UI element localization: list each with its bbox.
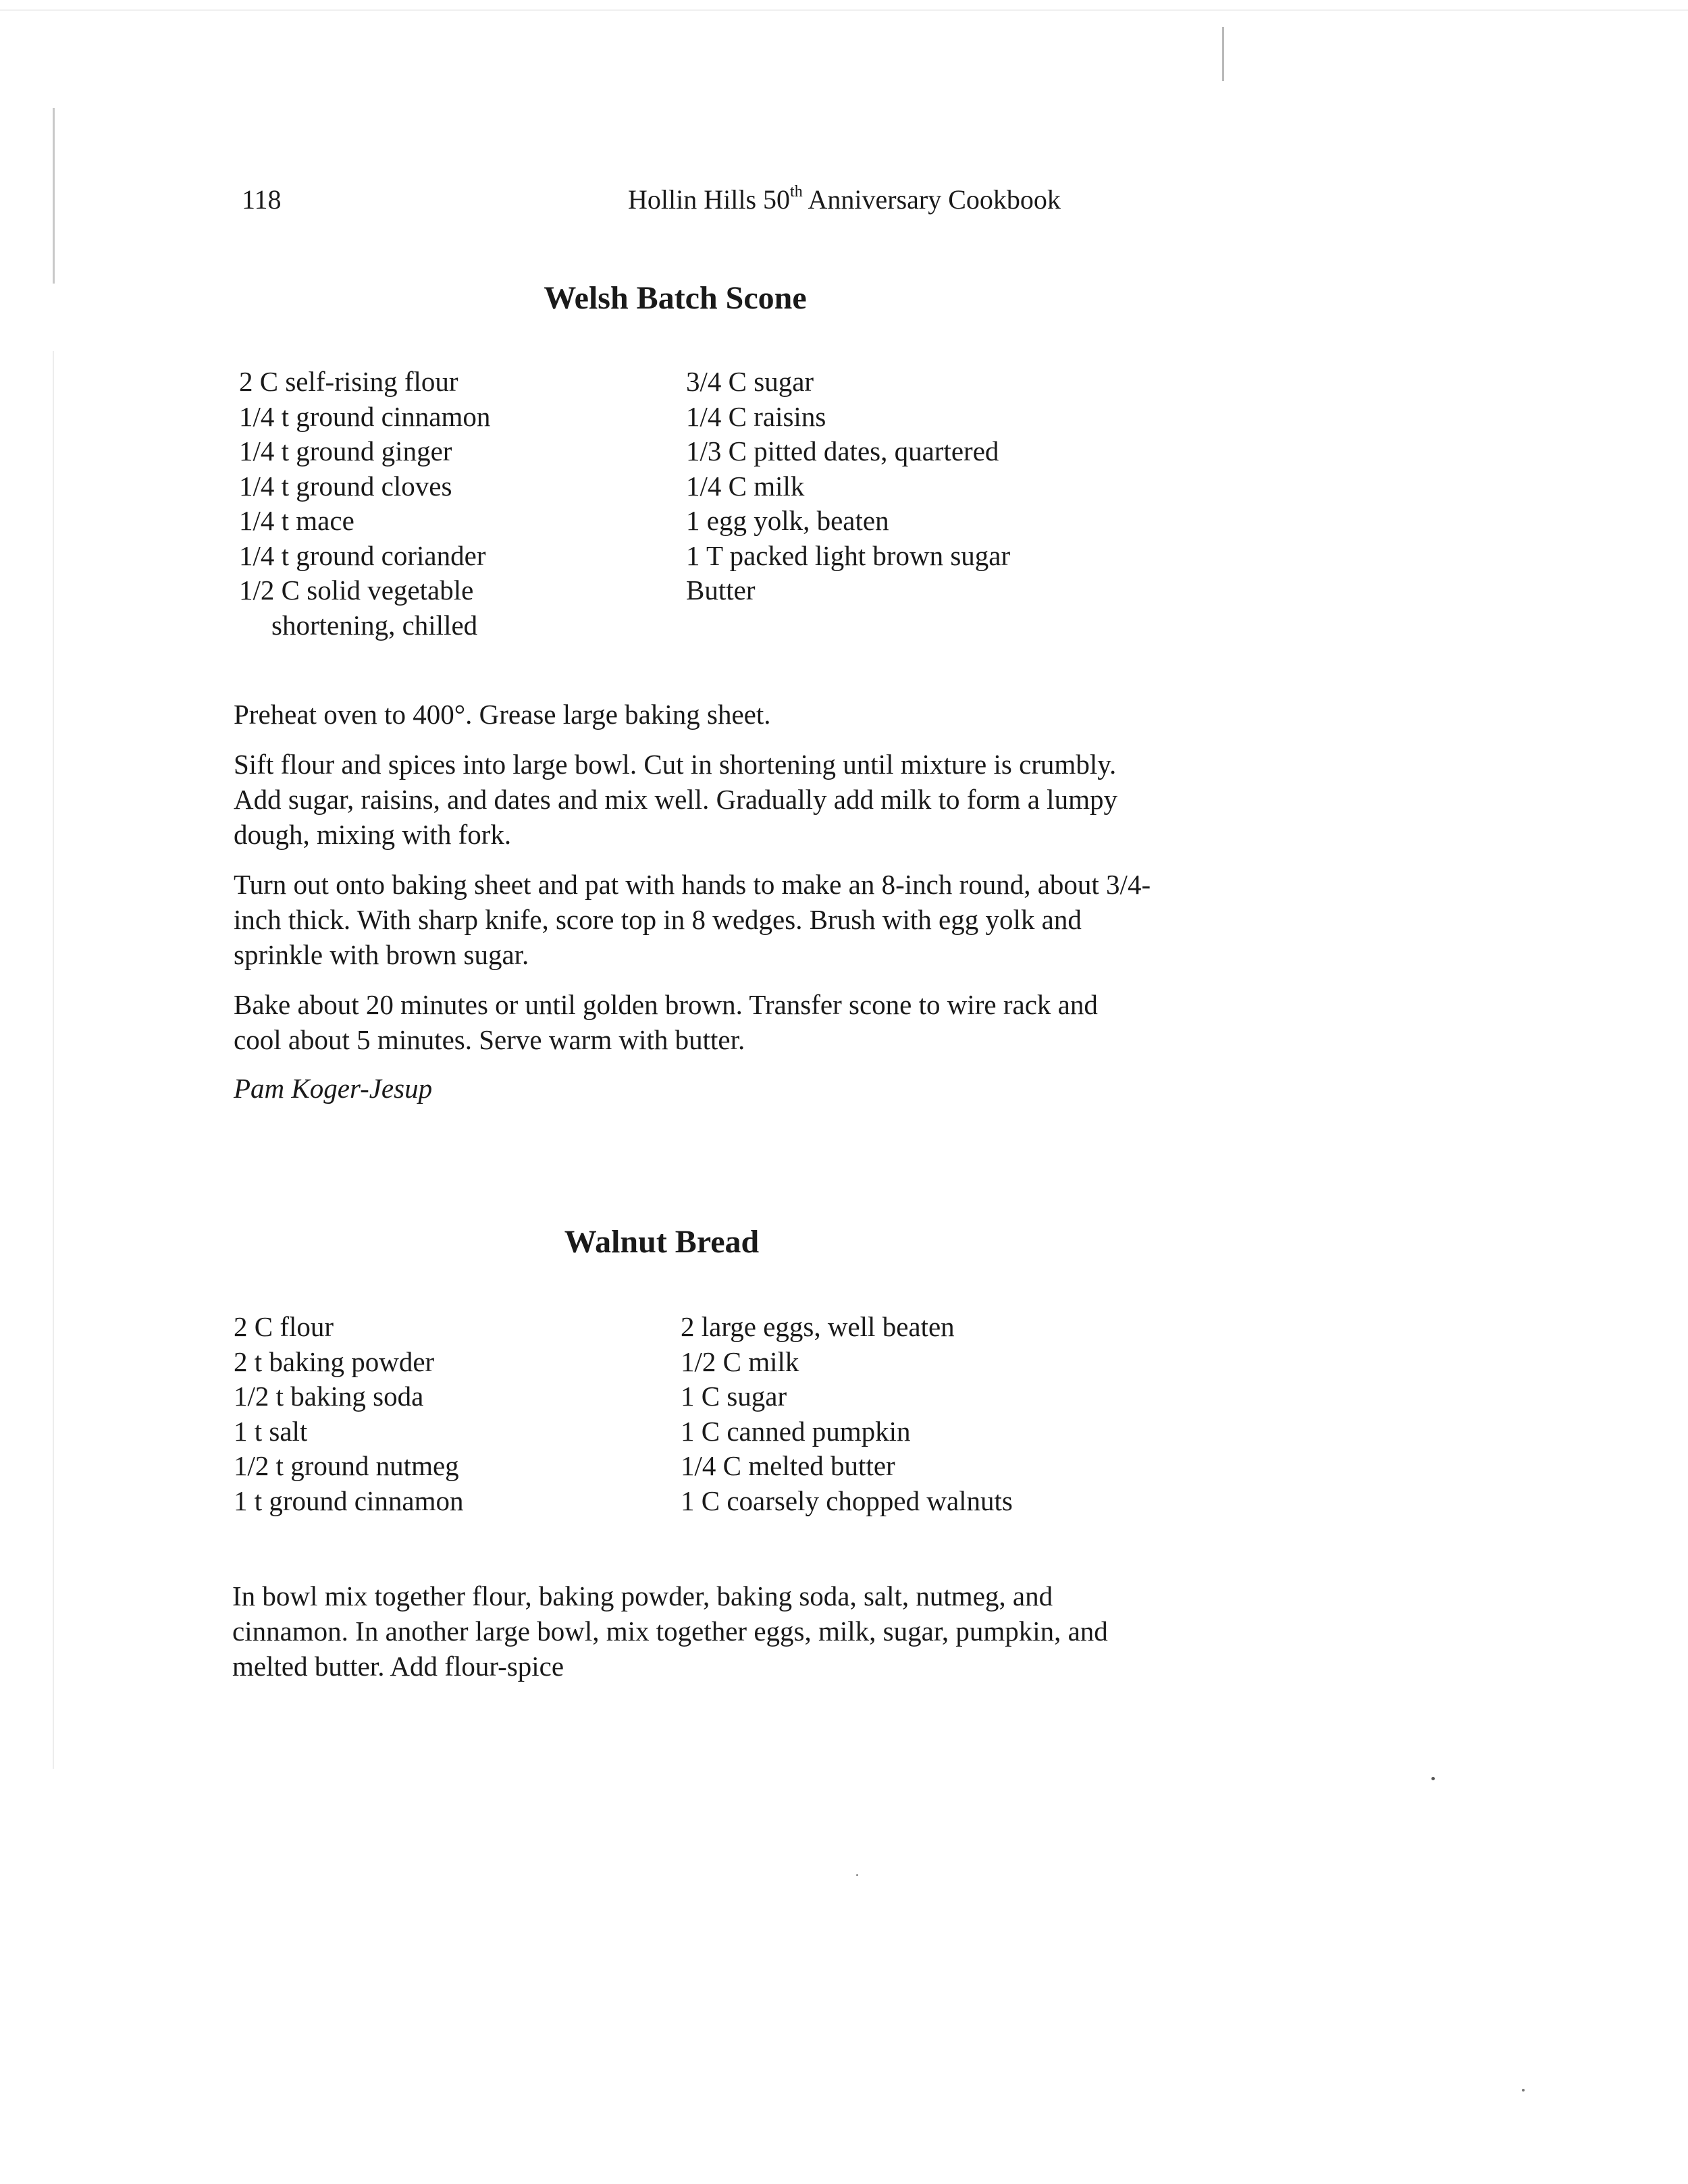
ingredient-item: 2 C self-rising flour [239, 366, 458, 397]
ingredients-left [239, 365, 490, 643]
ingredient-item: 1 C canned pumpkin [681, 1415, 911, 1447]
recipe-title: Welsh Batch Scone [544, 280, 807, 316]
ingredients-left [234, 1310, 463, 1518]
ingredient-item: 1/4 C melted butter [681, 1450, 895, 1481]
direction-paragraph: Turn out onto baking sheet and pat with hands to make an 8-inch round, about 3/4-inch thick. With sharp knife, score top in 8 wedges. Brush with egg yolk and sprinkle with brown sugar. [234, 869, 1151, 970]
ingredient-item: 1/4 t mace [239, 505, 354, 536]
page-number: 118 [242, 184, 282, 215]
directions [232, 1578, 1110, 1699]
ingredient-item: 3/4 C sugar [686, 366, 814, 397]
ingredient-item: 2 t baking powder [234, 1346, 435, 1377]
ingredients-right [681, 1310, 1013, 1518]
direction-paragraph: Sift flour and spices into large bowl. Cut in shortening until mixture is crumbly. Add sugar, raisins, and dates and mix well. Gradually add milk to form a lumpy dough, mixing with fork. [234, 749, 1117, 850]
ingredient-item-continued: shortening, chilled [271, 609, 478, 641]
ingredient-item: 2 C flour [234, 1311, 334, 1342]
ingredients-right [686, 365, 1010, 608]
book-title-superscript: th [790, 183, 803, 201]
scan-speck [1431, 1777, 1435, 1780]
direction-paragraph: In bowl mix together flour, baking powder, baking soda, salt, nutmeg, and cinnamon. In another large bowl, mix together eggs, milk, sugar, pumpkin, and melted butter. Add flour-spice [232, 1580, 1108, 1682]
ingredient-item: 1 t salt [234, 1415, 308, 1447]
book-title-prefix: Hollin Hills 50 [628, 184, 791, 215]
scan-edge-left-faint [53, 351, 54, 1769]
ingredient-item: Butter [686, 575, 756, 606]
ingredient-item: 1 C sugar [681, 1381, 787, 1412]
ingredient-item: 1/4 t ground coriander [239, 539, 486, 571]
scan-edge-left [53, 108, 55, 284]
ingredient-item: 1/4 t ground ginger [239, 435, 452, 467]
ingredient-item: 1 T packed light brown sugar [686, 539, 1011, 571]
recipe-author: Pam Koger-Jesup [234, 1073, 433, 1104]
direction-paragraph: Bake about 20 minutes or until golden brown. Transfer scone to wire rack and cool about 5 minutes. Serve warm with butter. [234, 989, 1098, 1055]
ingredient-item: 1/4 C milk [686, 470, 805, 502]
scan-speck [1522, 2089, 1525, 2092]
scan-speck [856, 1874, 858, 1876]
ingredient-item: 1/2 t baking soda [234, 1381, 424, 1412]
ingredient-item: 1/2 t ground nutmeg [234, 1450, 459, 1481]
ingredient-item: 1/2 C milk [681, 1346, 799, 1377]
ingredient-item: 1/2 C solid vegetable [239, 575, 474, 606]
ingredient-item: 1 C coarsely chopped walnuts [681, 1485, 1013, 1516]
direction-paragraph: Preheat oven to 400°. Grease large baking sheet. [234, 699, 771, 730]
book-title [628, 184, 1061, 216]
ingredient-item: 1/4 t ground cinnamon [239, 400, 491, 432]
directions [234, 697, 1152, 1072]
ingredient-item: 1/4 C raisins [686, 400, 826, 432]
ingredient-item: 1/4 t ground cloves [239, 470, 452, 502]
scan-edge-right [1222, 27, 1224, 81]
ingredient-item: 1 t ground cinnamon [234, 1485, 464, 1516]
ingredient-item: 1/3 C pitted dates, quartered [686, 435, 999, 467]
ingredient-item: 1 egg yolk, beaten [686, 505, 889, 536]
scan-edge-top [0, 9, 1688, 11]
recipe-title: Walnut Bread [564, 1224, 760, 1260]
book-title-suffix: Anniversary Cookbook [802, 184, 1061, 215]
ingredient-item: 2 large eggs, well beaten [681, 1311, 955, 1342]
